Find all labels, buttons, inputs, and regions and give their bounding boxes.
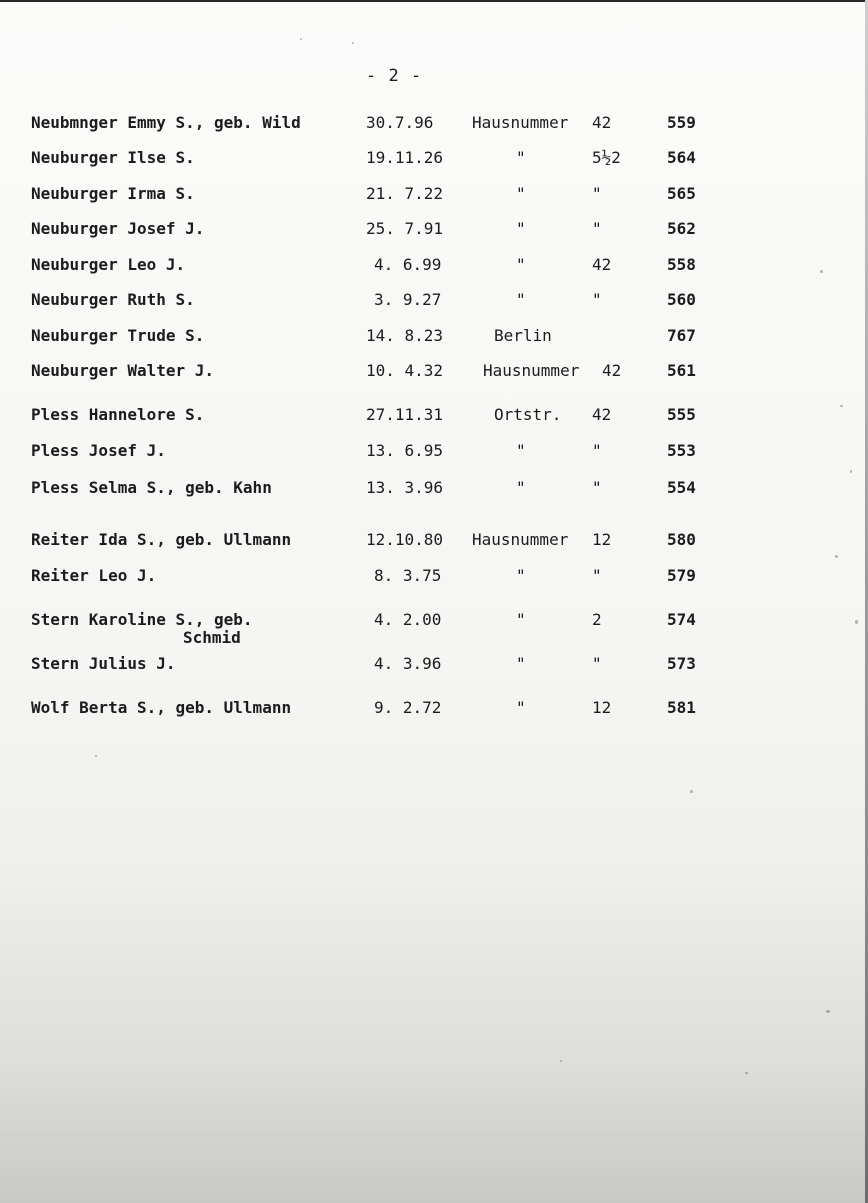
- entry-name: Reiter Ida S., geb. Ullmann: [31, 530, 292, 549]
- entry-date: 19.11.26: [366, 148, 444, 167]
- entry-date: 13. 3.96: [366, 478, 444, 497]
- entry-place: ": [516, 566, 526, 585]
- list-item: [0, 255, 868, 279]
- list-item: [0, 405, 868, 429]
- entry-name: Pless Selma S., geb. Kahn: [31, 478, 272, 497]
- entry-place: ": [516, 610, 526, 629]
- entry-date: 4. 2.00: [374, 610, 442, 629]
- entry-name: Pless Josef J.: [31, 441, 166, 460]
- scan-speck: [840, 405, 843, 407]
- entry-number: 559: [667, 113, 696, 132]
- entry-name: Neuburger Trude S.: [31, 326, 205, 345]
- scan-speck: [826, 1010, 830, 1013]
- scan-speck: [690, 790, 693, 793]
- entry-date: 3. 9.27: [374, 290, 442, 309]
- entry-place: Berlin: [494, 326, 552, 345]
- scan-speck: [352, 42, 354, 44]
- list-item: [0, 184, 868, 208]
- entry-place: ": [516, 654, 526, 673]
- entry-name: Stern Karoline S., geb.: [31, 610, 253, 629]
- entry-place: ": [516, 478, 526, 497]
- entry-date: 30.7.96: [366, 113, 434, 132]
- entry-number: 560: [667, 290, 696, 309]
- entry-house: ": [592, 219, 602, 238]
- scan-speck: [95, 755, 97, 757]
- entry-date: 12.10.80: [366, 530, 444, 549]
- entry-place: ": [516, 148, 526, 167]
- list-item: [0, 698, 868, 722]
- entry-number: 553: [667, 441, 696, 460]
- entry-place: ": [516, 441, 526, 460]
- entry-number: 564: [667, 148, 696, 167]
- entry-number: 558: [667, 255, 696, 274]
- list-item: [0, 219, 868, 243]
- entry-date: 9. 2.72: [374, 698, 442, 717]
- entry-house: 5½2: [592, 148, 621, 167]
- list-item: [0, 113, 868, 137]
- entry-number: 565: [667, 184, 696, 203]
- entry-house: 42: [592, 255, 612, 274]
- entry-house: 2: [592, 610, 602, 629]
- entry-name: Neubmnger Emmy S., geb. Wild: [31, 113, 301, 132]
- entry-date: 8. 3.75: [374, 566, 442, 585]
- entry-number: 581: [667, 698, 696, 717]
- page-number: - 2 -: [366, 66, 423, 86]
- entry-house: ": [592, 654, 602, 673]
- entry-date: 4. 6.99: [374, 255, 442, 274]
- scan-speck: [745, 1072, 748, 1074]
- list-item: [0, 148, 868, 172]
- scan-speck: [560, 1060, 562, 1062]
- list-item: [0, 326, 868, 350]
- entry-house: 12: [592, 530, 612, 549]
- entry-number: 555: [667, 405, 696, 424]
- entry-number: 554: [667, 478, 696, 497]
- entry-place: Hausnummer: [472, 530, 569, 549]
- entry-number: 579: [667, 566, 696, 585]
- entry-name: Neuburger Irma S.: [31, 184, 195, 203]
- entry-number: 562: [667, 219, 696, 238]
- entry-house: 42: [602, 361, 622, 380]
- entry-house: 12: [592, 698, 612, 717]
- entry-date: 10. 4.32: [366, 361, 444, 380]
- list-item: [0, 610, 868, 650]
- entry-date: 13. 6.95: [366, 441, 444, 460]
- entry-name: Pless Hannelore S.: [31, 405, 205, 424]
- entry-number: 574: [667, 610, 696, 629]
- list-item: [0, 654, 868, 678]
- entry-house: ": [592, 441, 602, 460]
- entry-number: 767: [667, 326, 696, 345]
- entry-place: ": [516, 219, 526, 238]
- entry-name: Stern Julius J.: [31, 654, 176, 673]
- entry-place: Ortstr.: [494, 405, 562, 424]
- entry-number: 561: [667, 361, 696, 380]
- entry-date: 25. 7.91: [366, 219, 444, 238]
- entry-name: Neuburger Leo J.: [31, 255, 186, 274]
- entry-name: Neuburger Josef J.: [31, 219, 205, 238]
- entry-place: Hausnummer: [472, 113, 569, 132]
- entry-house: 42: [592, 405, 612, 424]
- list-item: [0, 530, 868, 554]
- entry-name: Wolf Berta S., geb. Ullmann: [31, 698, 292, 717]
- entry-name: Neuburger Ruth S.: [31, 290, 195, 309]
- entry-house: ": [592, 184, 602, 203]
- scan-speck: [850, 470, 852, 473]
- list-item: [0, 290, 868, 314]
- list-item: [0, 566, 868, 590]
- entry-place: ": [516, 184, 526, 203]
- entry-name-continuation: Schmid: [183, 628, 241, 647]
- entry-number: 573: [667, 654, 696, 673]
- entry-place: ": [516, 255, 526, 274]
- entry-place: ": [516, 698, 526, 717]
- entry-place: Hausnummer: [483, 361, 580, 380]
- scan-speck: [820, 270, 823, 273]
- list-item: [0, 441, 868, 465]
- entry-date: 4. 3.96: [374, 654, 442, 673]
- entry-number: 580: [667, 530, 696, 549]
- entry-name: Neuburger Ilse S.: [31, 148, 195, 167]
- scan-speck: [300, 38, 302, 40]
- entry-place: ": [516, 290, 526, 309]
- list-item: [0, 478, 868, 502]
- entry-date: 27.11.31: [366, 405, 444, 424]
- entry-house: ": [592, 566, 602, 585]
- entry-date: 14. 8.23: [366, 326, 444, 345]
- entry-house: ": [592, 478, 602, 497]
- list-item: [0, 361, 868, 385]
- scan-speck: [835, 555, 838, 558]
- entry-house: ": [592, 290, 602, 309]
- entry-house: 42: [592, 113, 612, 132]
- entry-date: 21. 7.22: [366, 184, 444, 203]
- entry-name: Reiter Leo J.: [31, 566, 157, 585]
- entry-name: Neuburger Walter J.: [31, 361, 215, 380]
- scan-speck: [855, 620, 858, 624]
